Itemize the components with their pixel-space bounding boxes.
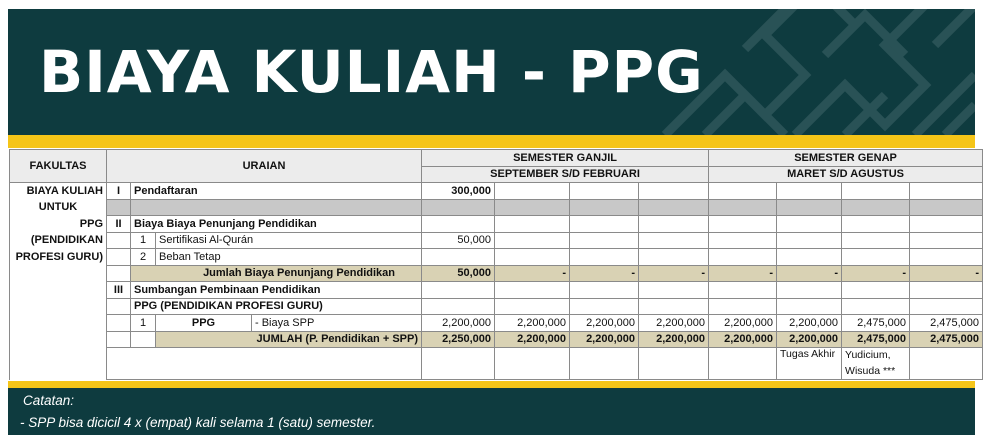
header-period-ganjil: SEPTEMBER S/D FEBRUARI xyxy=(422,166,709,183)
item-number: 1 xyxy=(131,232,156,249)
pendaftaran-value: 300,000 xyxy=(422,183,495,200)
header-semester-genap: SEMESTER GENAP xyxy=(709,150,983,167)
fakultas-line: UNTUK xyxy=(10,199,107,216)
table-row xyxy=(10,331,983,348)
fakultas-line: PROFESI GURU) xyxy=(10,249,107,266)
table-row xyxy=(10,298,983,315)
footer-heading: Catatan: xyxy=(23,393,75,408)
spp-value: 2,200,000 xyxy=(777,315,842,332)
spp-value: 2,475,000 xyxy=(910,315,983,332)
table-row xyxy=(10,232,983,249)
yudicium-line: Yudicium, xyxy=(845,349,891,361)
section-label: Pendaftaran xyxy=(131,183,422,200)
header-banner xyxy=(8,9,975,135)
fakultas-line: BIAYA KULIAH xyxy=(10,183,107,200)
total-value: - xyxy=(777,265,842,282)
table-row xyxy=(10,216,983,233)
grand-total-value: 2,200,000 xyxy=(777,331,842,348)
section-number: III xyxy=(107,282,131,299)
item-label: Beban Tetap xyxy=(156,249,422,266)
header-fakultas: FAKULTAS xyxy=(10,150,107,183)
grand-total-value: 2,200,000 xyxy=(570,331,639,348)
yudicium-line: Wisuda *** xyxy=(845,365,896,377)
table-row xyxy=(10,183,983,200)
fees-table xyxy=(9,149,983,380)
spp-value: 2,200,000 xyxy=(639,315,709,332)
grand-total-value: 2,200,000 xyxy=(639,331,709,348)
accent-bar-bottom xyxy=(8,381,975,388)
section-label: Biaya Biaya Penunjang Pendidikan xyxy=(131,216,422,233)
fakultas-line: PPG xyxy=(10,216,107,233)
footer-notes xyxy=(8,388,975,435)
total-value: - xyxy=(570,265,639,282)
program-name: PPG xyxy=(156,315,252,332)
item-value: 50,000 xyxy=(422,232,495,249)
total-value: - xyxy=(709,265,777,282)
section-number: II xyxy=(107,216,131,233)
item-label: Sertifikasi Al-Qurán xyxy=(156,232,422,249)
table-row xyxy=(10,265,983,282)
total-value: 50,000 xyxy=(422,265,495,282)
table-row xyxy=(10,315,983,332)
spp-value: 2,475,000 xyxy=(842,315,910,332)
total-value: - xyxy=(910,265,983,282)
grand-total-value: 2,200,000 xyxy=(709,331,777,348)
header-semester-ganjil: SEMESTER GANJIL xyxy=(422,150,709,167)
section-label: Sumbangan Pembinaan Pendidikan xyxy=(131,282,422,299)
table-row xyxy=(10,249,983,266)
table-row xyxy=(10,348,983,380)
grand-total-value: 2,475,000 xyxy=(842,331,910,348)
table-row xyxy=(10,282,983,299)
grand-total-value: 2,475,000 xyxy=(910,331,983,348)
spp-value: 2,200,000 xyxy=(570,315,639,332)
spp-value: 2,200,000 xyxy=(495,315,570,332)
tugas-akhir-note: Tugas Akhir xyxy=(777,348,842,380)
header-period-genap: MARET S/D AGUSTUS xyxy=(709,166,983,183)
section-sublabel: PPG (PENDIDIKAN PROFESI GURU) xyxy=(131,298,422,315)
total-value: - xyxy=(842,265,910,282)
grand-total-label: JUMLAH (P. Pendidikan + SPP) xyxy=(156,331,422,348)
page-title: BIAYA KULIAH - PPG xyxy=(39,38,704,106)
total-label: Jumlah Biaya Penunjang Pendidikan xyxy=(131,265,422,282)
item-number: 1 xyxy=(131,315,156,332)
spp-value: 2,200,000 xyxy=(422,315,495,332)
table-row xyxy=(10,199,983,216)
spp-value: 2,200,000 xyxy=(709,315,777,332)
fakultas-line: (PENDIDIKAN xyxy=(10,232,107,249)
footer-note: - SPP bisa dicicil 4 x (empat) kali selama 1 (satu) semester. xyxy=(20,415,376,430)
grand-total-value: 2,250,000 xyxy=(422,331,495,348)
header-uraian: URAIAN xyxy=(107,150,422,183)
section-number: I xyxy=(107,183,131,200)
geometric-pattern-decoration xyxy=(645,9,975,135)
item-description: - Biaya SPP xyxy=(252,315,422,332)
item-number: 2 xyxy=(131,249,156,266)
total-value: - xyxy=(495,265,570,282)
yudicium-note xyxy=(842,348,910,380)
total-value: - xyxy=(639,265,709,282)
accent-bar-top xyxy=(8,135,975,148)
grand-total-value: 2,200,000 xyxy=(495,331,570,348)
